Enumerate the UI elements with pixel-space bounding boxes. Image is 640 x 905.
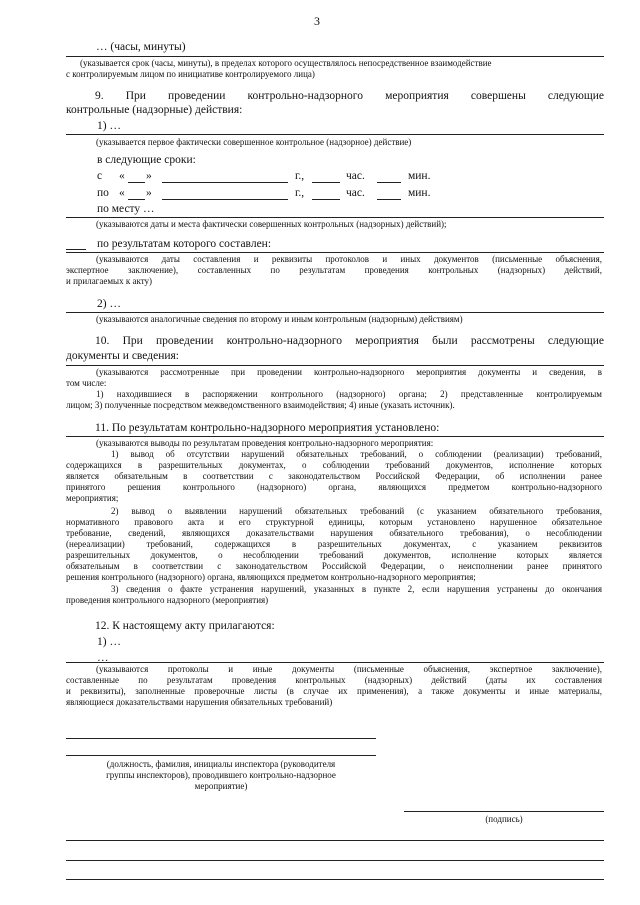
year-suffix: г., (295, 170, 305, 182)
from-minutes-field[interactable] (377, 170, 401, 183)
section12-caption-2: составленные по результатам проведения контрольных (надзорных) действий (даты их составления (66, 675, 602, 685)
time-value: … (часы, минуты) (96, 41, 186, 53)
inspector-caption-1: (должность, фамилия, инициалы инспектора (руководителя (106, 759, 336, 769)
result-caption-3: и прилагаемых к акту) (66, 276, 153, 286)
result-caption-1: (указываются даты составления и реквизиты протоколов и иных документов (письменные объяснения, (96, 254, 602, 264)
section11-line: 1) вывод об отсутствии нарушений обязательных требований, о соблюдении (реализации) требований, (111, 449, 602, 459)
from-hours-field[interactable] (312, 170, 340, 183)
signature-line (66, 738, 376, 739)
section11-line: 2) вывод о выявлении нарушений обязательных требований (с указанием обязательного требования, (111, 506, 602, 516)
to-day-field[interactable] (128, 187, 145, 200)
from-label: с (97, 170, 103, 182)
section9-item2: 2) … (97, 298, 121, 310)
section11-line: разрешительных документов, о несоблюдении требований документов, исполнение которых является (66, 550, 602, 560)
inspector-caption-3: мероприятие) (194, 781, 248, 791)
page-number: 3 (314, 14, 320, 28)
quote-open: « (119, 170, 125, 182)
bottom-line (66, 840, 604, 841)
section12-caption-3: и реквизиты), заполненные проверочные листы (в случае их применения), а также документы и иные материалы, (66, 686, 602, 696)
year-suffix: г., (295, 187, 305, 199)
to-month-field[interactable] (162, 187, 288, 200)
section9-heading-2: контрольные (надзорные) действия: (66, 104, 243, 116)
from-month-field[interactable] (162, 170, 288, 183)
section9-item2-caption: (указываются аналогичные сведения по второму и иным контрольным (надзорным) действиям) (96, 314, 463, 324)
section11-line: (указываются выводы по результатам проведения контрольно-надзорного мероприятия: (96, 438, 434, 448)
bottom-line (66, 879, 604, 880)
result-label: по результатам которого составлен: (97, 238, 272, 250)
time-caption-2: с контролируемым лицом по инициативе контролируемого лица) (66, 69, 315, 79)
inspector-caption-2: группы инспекторов), проводившего контрольно-надзорное (106, 770, 336, 780)
section10-heading-1: 10. При проведении контрольно-надзорного мероприятия были рассмотрены следующие (95, 335, 604, 347)
underline (66, 312, 604, 313)
section12-caption-4: являющиеся доказательствами нарушения обязательных требований) (66, 697, 333, 707)
section11-line: 3) сведения о факте устранения нарушений, указанных в пункте 2, если нарушения устранены до окончания (111, 584, 602, 594)
sign-line (404, 811, 604, 812)
to-hours-field[interactable] (312, 187, 340, 200)
underline (66, 436, 604, 437)
hours-suffix: час. (346, 170, 365, 182)
underline (66, 56, 604, 57)
minutes-suffix: мин. (408, 170, 431, 182)
section12-caption-1: (указываются протоколы и иные документы (письменные объяснения, экспертное заключение), (96, 664, 602, 674)
underline (66, 365, 604, 366)
section11-line: принятого решения контрольного (надзорного) органа, являющихся предметом контрольно-надзорного (66, 482, 602, 492)
quote-close: » (146, 170, 152, 182)
time-caption-1: (указывается срок (часы, минуты), в пределах которого осуществлялось непосредственное взаимодействие (80, 58, 492, 68)
section10-caption-2: том числе: (66, 378, 107, 388)
bottom-line (66, 860, 604, 861)
quote-open: « (119, 187, 125, 199)
section10-heading-2: документы и сведения: (66, 350, 179, 362)
minutes-suffix: мин. (408, 187, 431, 199)
sign-caption: (подпись) (485, 814, 523, 824)
section11-line: нормативного правового акта и его структурной единицы, которым установлено нарушенное обязательное (66, 517, 602, 527)
quote-close: » (146, 187, 152, 199)
section9-item1-caption: (указывается первое фактически совершенное контрольное (надзорное) действие) (96, 137, 412, 147)
section11-line: содержащихся в разрешительных документах, о соблюдении требований документов, исполнение которых (66, 460, 602, 470)
section10-caption-1: (указываются рассмотренные при проведении контрольно-надзорного мероприятия документы и сведения, в (96, 367, 602, 377)
section12-item1: 1) … (97, 636, 121, 648)
section9-heading-1: 9. При проведении контрольно-надзорного мероприятия совершены следующие (95, 90, 604, 102)
underline (66, 134, 604, 135)
section12-ellipsis: … (97, 652, 109, 664)
result-caption-2: экспертное заключение), составленных по результатам проведения контрольных (надзорных) действий, (66, 265, 602, 275)
section10-caption-3: 1) находившиеся в распоряжении контрольного (надзорного) органа; 2) представленные контролируемым (96, 389, 602, 399)
section11-line: мероприятия; (66, 493, 119, 503)
from-day-field[interactable] (128, 170, 145, 183)
section11-line: (нереализации) требований, содержащихся в разрешительных документах, с указанием реквизитов (66, 539, 602, 549)
section11-line: является обязательным в соответствии с законодательством Российской Федерации, об исполнении ранее (66, 471, 602, 481)
hours-suffix: час. (346, 187, 365, 199)
place-label: по месту … (97, 203, 155, 215)
underline (66, 217, 604, 218)
section11-line: обязательным в соответствии с законодательством Российской Федерации, о неисполнении ранее принятого (66, 561, 602, 571)
place-caption: (указываются даты и места фактически совершенных контрольных (надзорных) действий); (96, 219, 447, 229)
underline (66, 662, 604, 663)
section9-item1: 1) … (97, 120, 121, 132)
terms-label: в следующие сроки: (97, 154, 196, 166)
underline (66, 252, 604, 253)
section11-line: решения контрольного (надзорного) органа, являющихся предметом контрольно-надзорного мероприятия; (66, 572, 476, 582)
section11-heading: 11. По результатам контрольно-надзорного мероприятия установлено: (95, 422, 440, 434)
to-minutes-field[interactable] (377, 187, 401, 200)
section10-caption-4: лицом; 3) полученные посредством межведомственного взаимодействия; 4) иные (указать источник). (66, 400, 455, 410)
short-line (66, 249, 86, 250)
section12-heading: 12. К настоящему акту прилагаются: (95, 620, 275, 632)
to-label: по (97, 187, 109, 199)
signature-line (66, 755, 376, 756)
section11-line: требование, сведений, являющихся доказательствами нарушения обязательного требования), о несоблюдении (66, 528, 602, 538)
section11-line: проведения контрольного надзорного (мероприятия) (66, 595, 269, 605)
